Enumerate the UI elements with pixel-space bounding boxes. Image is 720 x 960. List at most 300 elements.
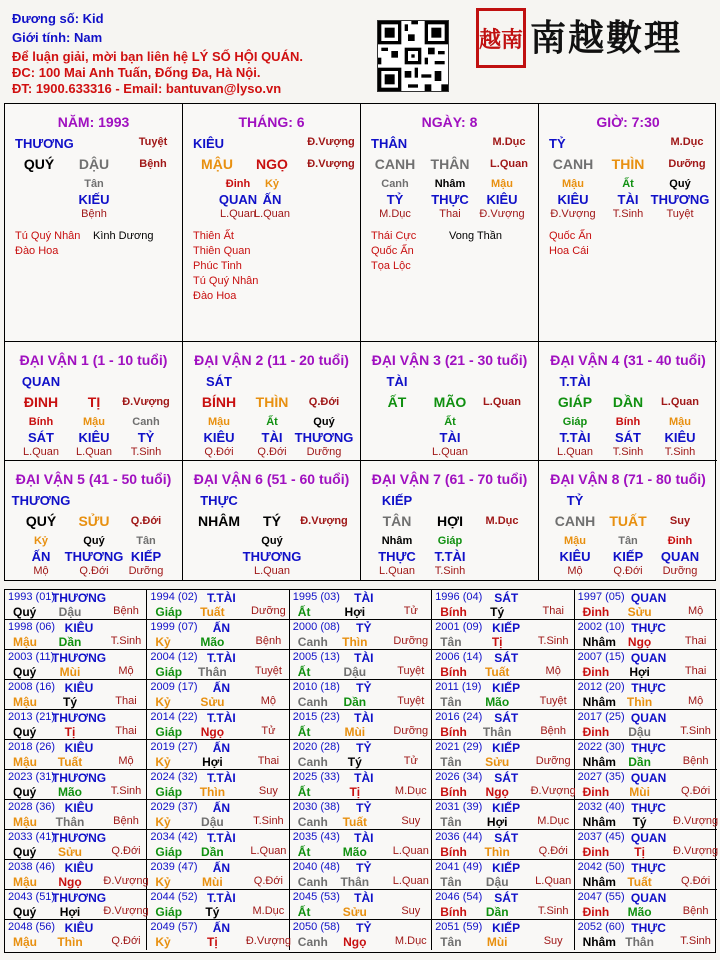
hidden-god: KIÊU: [203, 430, 235, 445]
year-label: 2042 (50): [577, 861, 625, 873]
hidden-stem: Mậu: [83, 416, 105, 428]
year-stage: Đ.Vượng: [103, 875, 149, 887]
hidden-stem: Quý: [669, 178, 691, 190]
year-chi: Ngọ: [343, 935, 367, 949]
year-cell: [290, 680, 432, 710]
year-cell: [290, 830, 432, 860]
year-cell: [5, 710, 147, 740]
hidden-god: SÁT: [28, 430, 54, 445]
year-stage: Mộ: [260, 695, 277, 707]
year-chi: Tuất: [627, 875, 652, 889]
year-label: 2026 (34): [435, 771, 483, 783]
year-cell: [147, 860, 289, 890]
year-label: 2023 (31): [8, 771, 56, 783]
year-can: Tân: [440, 875, 462, 889]
years-panel: [4, 589, 719, 953]
year-stage: Tuyệt: [397, 665, 425, 677]
year-can: Tân: [440, 935, 462, 949]
year-cell: [5, 770, 147, 800]
hidden-stage: Thai: [439, 208, 461, 220]
star-item: Thiên Quan: [193, 245, 251, 257]
year-chi: Tị: [349, 785, 361, 799]
year-god: SÁT: [494, 891, 519, 905]
contact-phone-email: ĐT: 1900.633316 - Email: bantuvan@lyso.vn: [12, 81, 282, 96]
dai-van-can: TÂN: [382, 513, 412, 529]
year-stage: Suy: [401, 815, 421, 827]
year-chi: Dậu: [58, 605, 82, 619]
year-cell: [575, 830, 717, 860]
year-can: Bính: [440, 605, 467, 619]
year-god: TÀI: [354, 591, 374, 605]
year-can: Giáp: [155, 785, 183, 799]
year-label: 2019 (27): [150, 741, 198, 753]
hidden-stem: Quý: [83, 535, 105, 547]
year-label: 2022 (30): [577, 741, 625, 753]
hidden-stem: Ất: [622, 178, 634, 190]
year-god: TỶ: [356, 741, 372, 755]
year-stage: Mộ: [687, 695, 704, 707]
dai-van-god: SÁT: [206, 374, 232, 389]
pillar-can: MẬU: [201, 156, 233, 172]
year-can: Kỷ: [155, 695, 171, 709]
hidden-stage: T.Sinh: [434, 565, 466, 577]
hidden-stage: Dưỡng: [306, 446, 342, 458]
year-cell: [147, 830, 289, 860]
year-god: ẤN: [212, 861, 231, 875]
year-god: TÀI: [354, 831, 374, 845]
year-chi: Dậu: [343, 665, 367, 679]
year-label: 2009 (17): [150, 681, 198, 693]
year-can: Ất: [297, 725, 311, 739]
year-stage: T.Sinh: [110, 785, 142, 797]
dai-van-title: ĐẠI VẬN 1 (1 - 10 tuổi): [19, 352, 168, 368]
hidden-stage: L.Quan: [378, 565, 416, 577]
year-can: Ất: [297, 605, 311, 619]
year-stage: L.Quan: [250, 845, 287, 857]
dai-van-can: NHÂM: [198, 513, 240, 529]
year-can: Ất: [297, 905, 311, 919]
hidden-stage: Dưỡng: [128, 565, 164, 577]
year-cell: [5, 920, 147, 950]
year-cell: [147, 920, 289, 950]
hidden-stem: Giáp: [562, 416, 588, 428]
pillar-stage2: Đ.Vượng: [307, 158, 355, 170]
year-god: QUAN: [630, 591, 667, 605]
pillar-can: QUÝ: [23, 156, 55, 172]
year-chi: Thân: [340, 875, 370, 889]
hidden-stage: L.Quan: [253, 208, 291, 220]
year-chi: Hợi: [59, 905, 81, 919]
year-label: 2048 (56): [8, 921, 56, 933]
year-label: 2006 (14): [435, 651, 483, 663]
dai-van-god: THƯƠNG: [11, 493, 71, 508]
year-god: ẤN: [212, 801, 231, 815]
year-can: Kỷ: [155, 635, 171, 649]
year-cell: [147, 890, 289, 920]
year-cell: [290, 890, 432, 920]
year-cell: [432, 650, 574, 680]
year-stage: Bệnh: [540, 725, 567, 737]
year-cell: [575, 620, 717, 650]
pillar-stage: M.Dục: [670, 136, 704, 148]
year-label: 2040 (48): [292, 861, 340, 873]
year-cell: [147, 770, 289, 800]
year-can: Bính: [440, 665, 467, 679]
year-chi: Dậu: [485, 875, 509, 889]
year-god: THƯƠNG: [51, 831, 107, 845]
year-god: KIẾP: [492, 921, 521, 935]
year-god: TỶ: [356, 801, 372, 815]
year-label: 2004 (12): [150, 651, 198, 663]
year-stage: M.Dục: [394, 785, 427, 797]
star-item: Quốc Ấn: [371, 245, 414, 257]
dai-van-god: THỰC: [200, 493, 238, 508]
year-can: Mậu: [13, 935, 37, 949]
year-label: 2038 (46): [8, 861, 56, 873]
star-item: Phúc Tinh: [193, 260, 242, 272]
year-can: Kỷ: [155, 935, 171, 949]
year-stage: Thai: [542, 605, 564, 617]
year-label: 2050 (58): [292, 921, 340, 933]
pillar-cell: [539, 104, 717, 342]
dai-van-stage: Suy: [669, 515, 691, 527]
year-stage: Bệnh: [682, 755, 709, 767]
year-can: Canh: [297, 875, 328, 889]
year-chi: Hợi: [202, 755, 223, 769]
year-stage: M.Dục: [394, 935, 427, 947]
year-cell: [575, 650, 717, 680]
year-label: 2051 (59): [435, 921, 483, 933]
year-cell: [147, 740, 289, 770]
year-label: 2024 (32): [150, 771, 198, 783]
star-item: Hoa Cái: [549, 245, 589, 257]
hidden-stage: Bệnh: [81, 208, 107, 220]
year-stage: M.Dục: [252, 905, 285, 917]
year-stage: Bệnh: [113, 815, 139, 827]
year-label: 2035 (43): [292, 831, 340, 843]
year-god: KIẾP: [492, 801, 521, 815]
year-label: 2045 (53): [292, 891, 340, 903]
hidden-god: THƯƠNG: [650, 192, 710, 207]
pillar-stage2: Bệnh: [139, 158, 167, 170]
year-label: 2007 (15): [577, 651, 625, 663]
year-chi: Hợi: [486, 815, 508, 829]
pillar-stage2: Dưỡng: [668, 158, 706, 170]
year-chi: Sửu: [342, 905, 367, 919]
hidden-stage: Mộ: [567, 565, 583, 577]
year-label: 2014 (22): [150, 711, 198, 723]
year-label: 2005 (13): [292, 651, 340, 663]
year-chi: Tý: [62, 695, 78, 709]
dai-van-god: TÀI: [386, 374, 408, 389]
year-stage: L.Quan: [535, 875, 572, 887]
year-chi: Thân: [625, 935, 654, 949]
year-can: Tân: [440, 755, 462, 769]
year-stage: Thai: [115, 695, 137, 707]
hidden-stem: Nhâm: [381, 535, 413, 547]
chart-panel: [4, 103, 716, 581]
header: [0, 0, 720, 100]
year-cell: [147, 680, 289, 710]
pillar-cell: [361, 104, 539, 342]
hidden-stage: T.Sinh: [664, 446, 696, 458]
year-cell: [575, 800, 717, 830]
year-label: 2036 (44): [435, 831, 483, 843]
year-god: QUAN: [630, 831, 667, 845]
dai-van-can: ĐINH: [23, 394, 59, 410]
year-stage: Tuyệt: [539, 695, 567, 707]
year-stage: Q.Đới: [111, 935, 141, 947]
year-can: Giáp: [155, 725, 183, 739]
logo: 南越數理: [530, 17, 683, 59]
year-can: Quý: [13, 845, 37, 859]
dai-van-chi: TÝ: [263, 513, 281, 529]
year-god: TÀI: [354, 771, 374, 785]
year-chi: Ngọ: [485, 785, 509, 799]
dai-van-chi: TỊ: [87, 394, 101, 410]
dai-van-title: ĐẠI VẬN 5 (41 - 50 tuổi): [15, 471, 172, 487]
year-cell: [575, 590, 717, 620]
year-label: 2049 (57): [150, 921, 198, 933]
year-can: Quý: [13, 605, 37, 619]
year-god: KIẾP: [492, 741, 521, 755]
year-god: T.TÀI: [207, 591, 236, 605]
year-cell: [432, 830, 574, 860]
year-label: 2021 (29): [435, 741, 483, 753]
hidden-god: THỰC: [431, 192, 469, 207]
year-stage: Đ.Vượng: [530, 785, 576, 797]
year-label: 2041 (49): [435, 861, 483, 873]
hidden-god: ẤN: [262, 192, 282, 207]
year-stage: Suy: [401, 905, 421, 917]
hidden-stage: Q.Đới: [204, 446, 234, 458]
dai-van-can: ẤT: [387, 394, 407, 410]
year-cell: [290, 920, 432, 950]
hidden-god: KIÊU: [559, 549, 591, 564]
year-cell: [432, 770, 574, 800]
year-chi: Mùi: [202, 875, 223, 889]
year-cell: [5, 830, 147, 860]
pillar-title: NGÀY: 8: [421, 114, 478, 130]
dai-van-cell: [183, 461, 361, 580]
dai-van-can: CANH: [554, 513, 596, 529]
year-cell: [147, 620, 289, 650]
year-label: 2020 (28): [292, 741, 340, 753]
year-cell: [5, 590, 147, 620]
pillar-cell: [183, 104, 361, 342]
year-chi: Thìn: [484, 845, 510, 859]
year-chi: Dần: [201, 845, 224, 859]
year-can: Nhâm: [582, 635, 616, 649]
hidden-stage: L.Quan: [75, 446, 113, 458]
pillar-stage: Đ.Vượng: [307, 136, 355, 148]
year-chi: Mão: [485, 695, 510, 709]
dai-van-cell: [539, 461, 717, 580]
year-god: SÁT: [494, 591, 519, 605]
year-can: Kỷ: [155, 755, 171, 769]
year-stage: Thai: [115, 725, 137, 737]
dai-van-cell: [183, 342, 361, 461]
year-can: Giáp: [155, 605, 183, 619]
dai-van-title: ĐẠI VẬN 8 (71 - 80 tuổi): [550, 471, 706, 487]
year-cell: [290, 860, 432, 890]
year-god: T.TÀI: [207, 651, 236, 665]
year-god: KIẾP: [492, 861, 521, 875]
year-label: 1996 (04): [435, 591, 483, 603]
year-stage: Thai: [684, 665, 707, 677]
hidden-god: KIÊU: [78, 430, 110, 445]
year-label: 2030 (38): [292, 801, 340, 813]
year-cell: [5, 620, 147, 650]
star-item: Thái Cực: [371, 230, 417, 242]
hidden-god: KIÊU: [557, 192, 589, 207]
year-stage: Q.Đới: [253, 875, 283, 887]
year-god: KIÊU: [64, 741, 94, 755]
year-cell: [432, 620, 574, 650]
year-cell: [5, 800, 147, 830]
year-stage: L.Quan: [392, 845, 429, 857]
hidden-god: THƯƠNG: [242, 549, 302, 564]
year-label: 2031 (39): [435, 801, 483, 813]
year-god: ẤN: [212, 681, 231, 695]
year-stage: Q.Đới: [680, 875, 711, 887]
year-stage: Dưỡng: [535, 755, 571, 767]
year-god: THƯƠNG: [51, 651, 107, 665]
hidden-stage: Dưỡng: [662, 565, 698, 577]
year-god: T.TÀI: [207, 711, 236, 725]
year-stage: Đ.Vượng: [673, 815, 719, 827]
year-cell: [432, 800, 574, 830]
year-stage: Đ.Vượng: [673, 845, 719, 857]
dai-van-chi: THÌN: [255, 394, 289, 410]
dai-van-chi: DẦN: [612, 394, 644, 410]
year-can: Tân: [440, 635, 462, 649]
year-cell: [290, 800, 432, 830]
hidden-god: TỶ: [137, 430, 155, 445]
hidden-god: TÀI: [261, 430, 283, 445]
hidden-god: THƯƠNG: [294, 430, 354, 445]
year-god: SÁT: [494, 831, 519, 845]
hidden-stem: Canh: [381, 178, 409, 190]
year-can: Mậu: [13, 755, 37, 769]
hidden-stem: Đinh: [225, 178, 251, 190]
star-item: Thiên Ất: [193, 230, 234, 242]
year-cell: [432, 890, 574, 920]
owner-name: Đương số: Kid: [12, 11, 104, 26]
pillar-chi: NGỌ: [256, 156, 288, 172]
seal-text: 越南: [479, 26, 524, 53]
year-stage: M.Dục: [537, 815, 570, 827]
year-label: 2010 (18): [292, 681, 340, 693]
pillar-can: CANH: [374, 156, 416, 172]
year-god: THỰC: [631, 621, 666, 635]
pillar-stage: Tuyệt: [138, 136, 168, 148]
year-label: 1997 (05): [577, 591, 625, 603]
year-stage: Bệnh: [682, 905, 709, 917]
hidden-stem: Kỷ: [264, 178, 280, 190]
year-label: 2016 (24): [435, 711, 483, 723]
hidden-god: KIẾU: [78, 192, 110, 207]
year-chi: Dần: [58, 635, 82, 649]
year-cell: [575, 920, 717, 950]
star-item: Vong Thần: [449, 230, 503, 242]
year-god: KIÊU: [64, 861, 94, 875]
hidden-stem: Ất: [444, 416, 456, 428]
year-chi: Ngọ: [200, 725, 225, 739]
year-stage: Dưỡng: [393, 635, 429, 647]
year-can: Kỷ: [155, 815, 171, 829]
year-stage: T.Sinh: [680, 725, 711, 737]
hidden-god: KIÊU: [486, 192, 518, 207]
year-chi: Mùi: [59, 665, 81, 679]
year-cell: [147, 710, 289, 740]
year-god: TỶ: [356, 921, 372, 935]
dai-van-title: ĐẠI VẬN 2 (11 - 20 tuổi): [194, 352, 349, 368]
year-stage: Tử: [403, 755, 418, 767]
hidden-god: QUAN: [218, 192, 258, 207]
year-cell: [575, 710, 717, 740]
hidden-stage: T.Sinh: [612, 446, 644, 458]
year-cell: [290, 770, 432, 800]
pillar-stage: M.Dục: [492, 136, 526, 148]
year-can: Quý: [13, 725, 37, 739]
year-can: Đinh: [582, 905, 610, 919]
year-stage: Đ.Vượng: [245, 935, 291, 947]
hidden-god: THƯƠNG: [64, 549, 124, 564]
year-god: TÀI: [354, 651, 374, 665]
year-can: Mậu: [13, 875, 37, 889]
year-label: 1993 (01): [8, 591, 56, 603]
year-chi: Tý: [632, 815, 647, 829]
star-item: Kình Dương: [93, 230, 154, 242]
dai-van-can: GIÁP: [557, 394, 593, 410]
dai-van-stage: L.Quan: [483, 396, 521, 408]
hidden-god: TÀI: [439, 430, 461, 445]
year-god: TÀI: [354, 891, 374, 905]
year-chi: Thân: [482, 725, 512, 739]
dai-van-chi: MÃO: [433, 394, 467, 410]
year-label: 2017 (25): [577, 711, 625, 723]
dai-van-title: ĐẠI VẬN 4 (31 - 40 tuổi): [550, 352, 706, 368]
star-item: Tọa Lộc: [371, 260, 411, 272]
year-god: SÁT: [494, 711, 519, 725]
year-chi: Sửu: [57, 845, 83, 859]
year-cell: [5, 650, 147, 680]
year-can: Giáp: [155, 905, 183, 919]
hidden-stem: Quý: [313, 416, 335, 428]
year-god: KIÊU: [64, 801, 94, 815]
dai-van-god: KIẾP: [381, 493, 413, 508]
year-can: Quý: [13, 785, 37, 799]
year-chi: Thân: [55, 815, 85, 829]
year-god: THỰC: [631, 921, 666, 935]
pillar-chi: THÂN: [430, 156, 470, 172]
pillar-god: KIÊU: [193, 136, 225, 151]
year-cell: [432, 590, 574, 620]
year-stage: Q.Đới: [538, 845, 568, 857]
year-god: QUAN: [630, 651, 667, 665]
hidden-stem: Giáp: [437, 535, 463, 547]
year-cell: [147, 590, 289, 620]
hidden-stem: Bính: [615, 416, 641, 428]
year-god: TỶ: [356, 681, 372, 695]
year-stage: Thai: [257, 755, 280, 767]
year-can: Đinh: [582, 605, 610, 619]
year-stage: Suy: [543, 935, 563, 947]
year-god: QUAN: [630, 711, 667, 725]
year-cell: [290, 620, 432, 650]
year-chi: Ngọ: [627, 635, 652, 649]
